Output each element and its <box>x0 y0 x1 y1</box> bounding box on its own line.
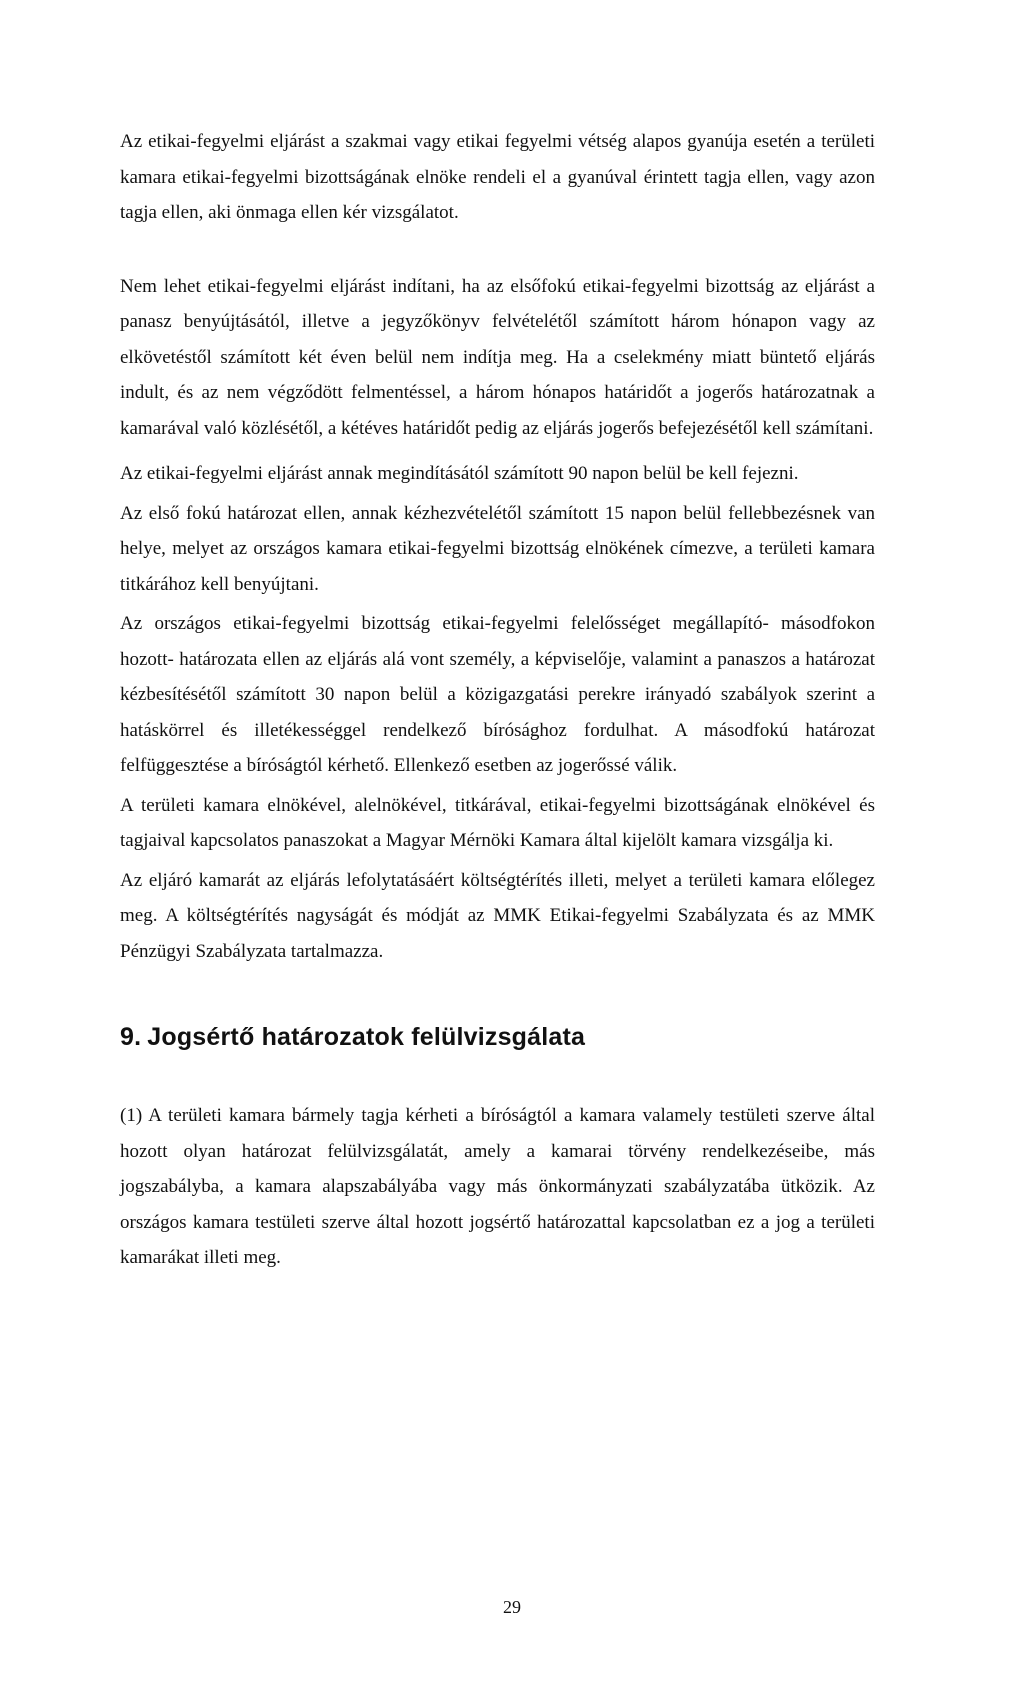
paragraph-appeal: Az első fokú határozat ellen, annak kézhezvételétől számított 15 napon belül fellebbezésnek van helye, melyet az országos kamara etikai-fegyelmi bizottság elnökének címezve, a területi kamara titkárához kell benyújtani. <box>120 502 875 595</box>
paragraph-cost-reimbursement: Az eljáró kamarát az eljárás lefolytatásáért költségtérítés illeti, melyet a területi kamara előlegez meg. A költségtérítés nagyságát és módját az MMK Etikai-fegyelmi Szabályzata és az MMK Pénzügyi Szabályzata tartalmazza. <box>120 869 875 962</box>
paragraph-court-review: Az országos etikai-fegyelmi bizottság etikai-fegyelmi felelősséget megállapító- másodfokon hozott- határozata ellen az eljárás alá vont személy, a képviselője, valamint a panaszos a határozat kézbesítésétől számított 30 napon belül a közigazgatási perekre irányadó szabályok szerint a hatáskörrel és illetékességgel rendelkező bírósághoz fordulhat. A másodfokú határozat felfüggesztése a bíróságtól kérhető. Ellenkező esetben az jogerőssé válik. <box>120 613 875 776</box>
section-heading <box>120 1023 875 1052</box>
section-number: 9. <box>120 1023 142 1051</box>
paragraph-procedure-deadlines: Nem lehet etikai-fegyelmi eljárást indítani, ha az elsőfokú etikai-fegyelmi bizottság az eljárást a panasz benyújtásától, illetve a jegyzőkönyv felvételétől számított három hónapon vagy az elkövetéstől számított két éven belül nem indítja meg. Ha a cselekmény miatt büntető eljárás indult, és az nem végződött felmentéssel, a három hónapos határidőt a jogerős határozatnak a kamarával való közlésétől, a kétéves határidőt pedig az eljárás jogerős befejezésétől kell számítani. <box>120 275 875 439</box>
paragraph-procedure-completion: Az etikai-fegyelmi eljárást annak megindításától számított 90 napon belül be kell fejezni. <box>120 463 799 484</box>
page-number: 29 <box>503 1597 521 1617</box>
section-paragraph-1: (1) A területi kamara bármely tagja kérheti a bíróságtól a kamara valamely testületi szerve által hozott olyan határozat felülvizsgálatát, amely a kamarai törvény rendelkezéseibe, más jogszabályba, a kamara alapszabályába vagy más önkormányzati szabályzatába ütközik. Az országos kamara testületi szerve által hozott jogsértő határozattal kapcsolatban ez a jog a területi kamarákat illeti meg. <box>120 1105 875 1268</box>
paragraph-complaints-officials: A területi kamara elnökével, alelnökével, titkárával, etikai-fegyelmi bizottságának elnökével és tagjaival kapcsolatos panaszokat a Magyar Mérnöki Kamara által kijelölt kamara vizsgálja ki. <box>120 794 875 851</box>
document-page <box>120 124 875 1276</box>
section-title: Jogsértő határozatok felülvizsgálata <box>147 1023 586 1051</box>
paragraph-disciplinary-procedure-initiation: Az etikai-fegyelmi eljárást a szakmai vagy etikai fegyelmi vétség alapos gyanúja esetén a területi kamara etikai-fegyelmi bizottságának elnöke rendeli el a gyanúval érintett tagja ellen, vagy azon tagja ellen, aki önmaga ellen kér vizsgálatot. <box>120 131 875 223</box>
